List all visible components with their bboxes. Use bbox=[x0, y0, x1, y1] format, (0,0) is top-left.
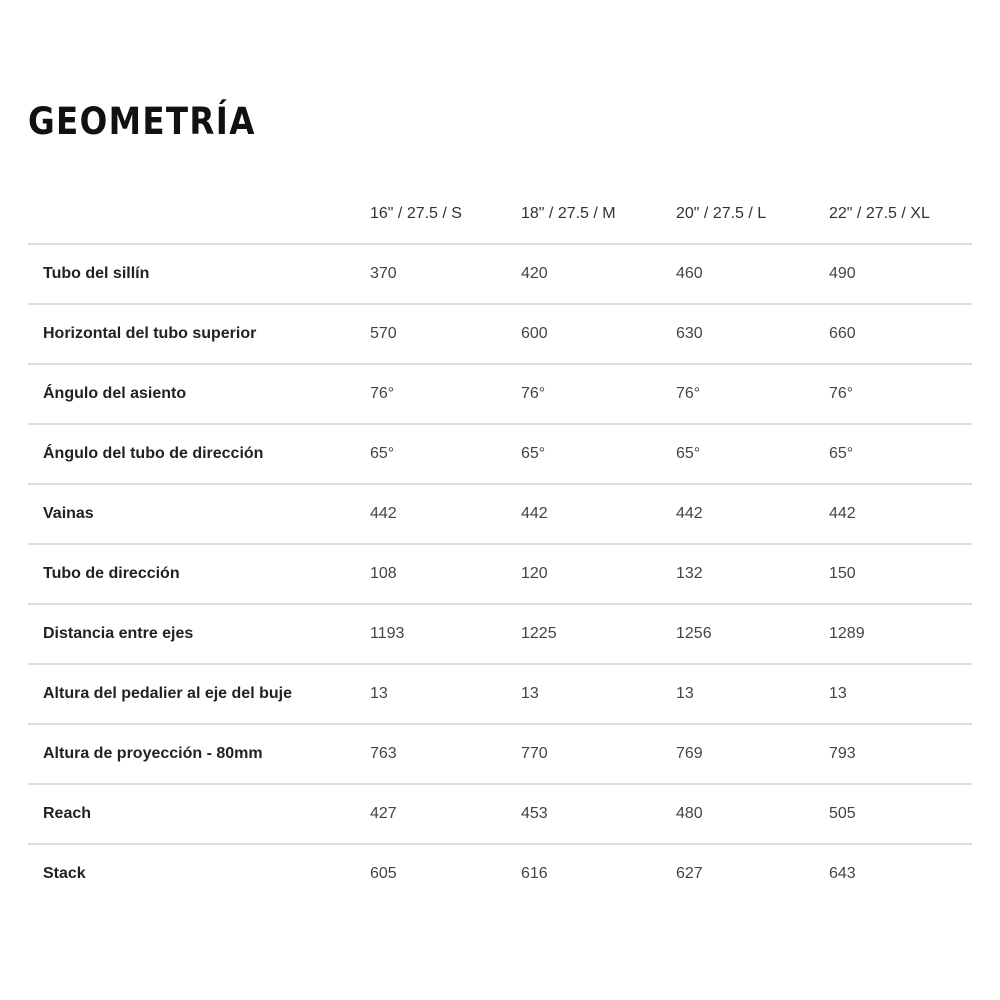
table-cell: 605 bbox=[370, 865, 397, 882]
column-header-size-m: 18" / 27.5 / M bbox=[509, 184, 664, 244]
row-label: Distancia entre ejes bbox=[28, 604, 357, 664]
table-cell: 442 bbox=[815, 484, 972, 544]
column-header-size-l: 20" / 27.5 / L bbox=[664, 184, 815, 244]
table-cell: 76° bbox=[815, 364, 972, 424]
table-cell: 442 bbox=[509, 484, 664, 544]
table-row bbox=[28, 604, 972, 664]
table-cell: 1289 bbox=[815, 604, 972, 664]
row-label: Reach bbox=[28, 784, 357, 844]
table-cell: 1256 bbox=[664, 604, 815, 664]
table-cell: 627 bbox=[676, 865, 703, 882]
table-row bbox=[28, 844, 972, 903]
table-cell: 1225 bbox=[509, 604, 664, 664]
header-empty-cell bbox=[28, 184, 357, 244]
table-cell: 1193 bbox=[357, 604, 509, 664]
table-row bbox=[28, 664, 972, 724]
table-cell: 442 bbox=[664, 484, 815, 544]
column-header-size-s: 16" / 27.5 / S bbox=[357, 184, 509, 244]
table-header-row bbox=[28, 184, 972, 244]
row-label: Tubo de dirección bbox=[28, 544, 357, 604]
table-cell: 108 bbox=[357, 544, 509, 604]
table-cell: 770 bbox=[509, 724, 664, 784]
row-label: Ángulo del tubo de dirección bbox=[28, 424, 357, 484]
table-cell: 13 bbox=[815, 664, 972, 724]
table-cell: 505 bbox=[815, 784, 972, 844]
table-cell: 76° bbox=[664, 364, 815, 424]
geometry-table bbox=[28, 184, 972, 903]
table-cell: 616 bbox=[521, 865, 548, 882]
table-cell: 76° bbox=[509, 364, 664, 424]
table-cell: 13 bbox=[509, 664, 664, 724]
table-row bbox=[28, 784, 972, 844]
table-cell: 490 bbox=[815, 244, 972, 304]
table-cell: 65° bbox=[509, 424, 664, 484]
row-label: Horizontal del tubo superior bbox=[28, 304, 357, 364]
table-cell: 453 bbox=[509, 784, 664, 844]
table-cell: 427 bbox=[357, 784, 509, 844]
table-cell: 65° bbox=[357, 424, 509, 484]
table-cell: 460 bbox=[664, 244, 815, 304]
table-cell: 65° bbox=[664, 424, 815, 484]
table-cell: 120 bbox=[509, 544, 664, 604]
table-cell: 132 bbox=[664, 544, 815, 604]
table-cell: 13 bbox=[357, 664, 509, 724]
table-cell: 660 bbox=[815, 304, 972, 364]
row-label: Ángulo del asiento bbox=[28, 364, 357, 424]
table-row bbox=[28, 724, 972, 784]
row-label: Altura de proyección - 80mm bbox=[28, 724, 357, 784]
table-cell: 65° bbox=[815, 424, 972, 484]
table-cell: 769 bbox=[664, 724, 815, 784]
table-row bbox=[28, 304, 972, 364]
table-cell: 150 bbox=[815, 544, 972, 604]
table-cell: 630 bbox=[664, 304, 815, 364]
row-label: Tubo del sillín bbox=[28, 244, 357, 304]
table-cell: 442 bbox=[357, 484, 509, 544]
table-cell: 600 bbox=[509, 304, 664, 364]
column-header-size-xl: 22" / 27.5 / XL bbox=[815, 184, 972, 244]
table-cell: 13 bbox=[664, 664, 815, 724]
table-row bbox=[28, 484, 972, 544]
page-title: GEOMETRÍA bbox=[28, 100, 256, 143]
table-cell: 370 bbox=[357, 244, 509, 304]
table-row bbox=[28, 364, 972, 424]
table-row bbox=[28, 544, 972, 604]
table-cell: 76° bbox=[357, 364, 509, 424]
row-label: Altura del pedalier al eje del buje bbox=[28, 664, 357, 724]
table-cell: 480 bbox=[664, 784, 815, 844]
table-row bbox=[28, 244, 972, 304]
table-cell: 570 bbox=[357, 304, 509, 364]
row-label: Stack bbox=[43, 865, 86, 882]
table-cell: 763 bbox=[357, 724, 509, 784]
table-cell: 643 bbox=[829, 865, 856, 882]
row-label: Vainas bbox=[28, 484, 357, 544]
table-row bbox=[28, 424, 972, 484]
table-cell: 420 bbox=[509, 244, 664, 304]
table-cell: 793 bbox=[815, 724, 972, 784]
